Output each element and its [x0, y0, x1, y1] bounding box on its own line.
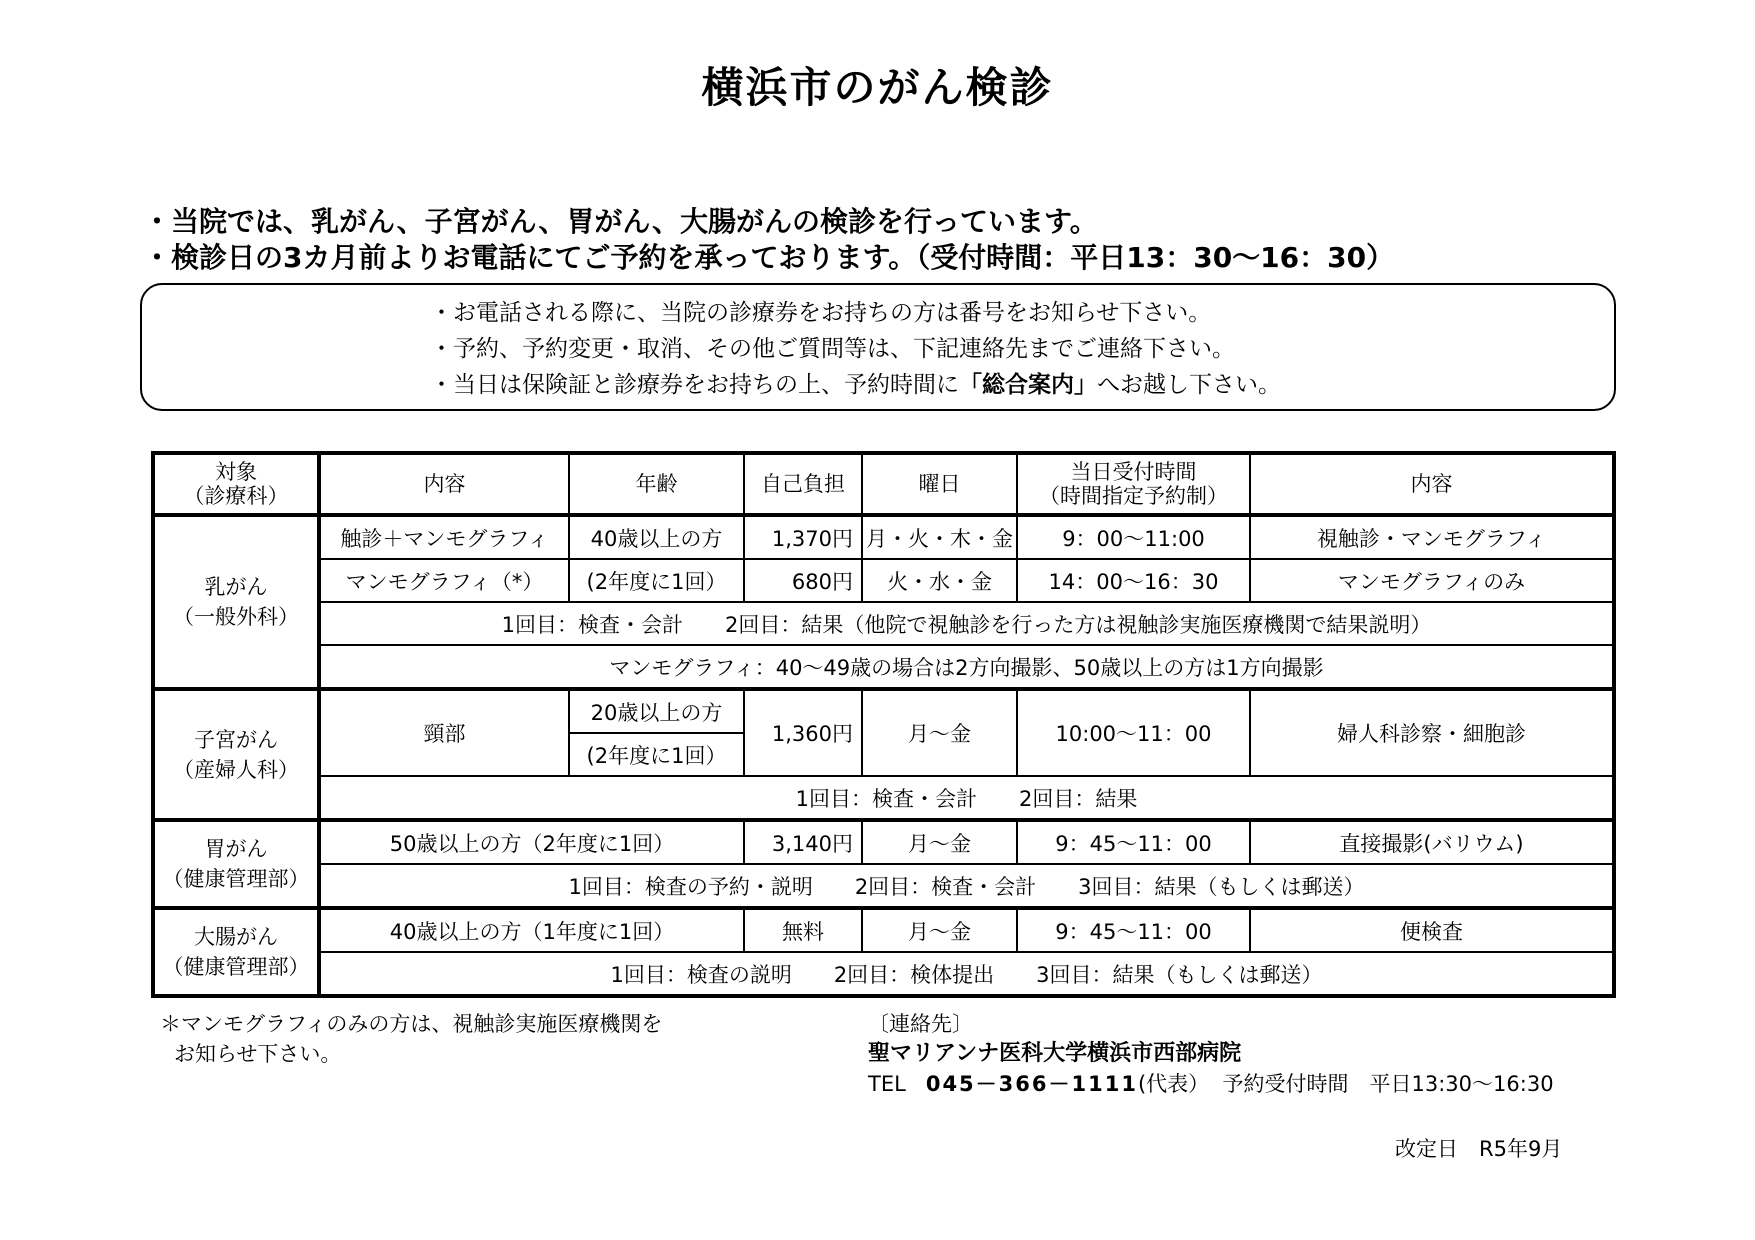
header-age: 年齢 [569, 453, 744, 515]
cell-detail: 便検査 [1250, 908, 1614, 952]
tel-number: 045－366－1111 [925, 1072, 1138, 1096]
header-time: 当日受付時間 （時間指定予約制） [1017, 453, 1250, 515]
footnote [160, 1009, 662, 1069]
cell-content: 頸部 [319, 689, 569, 776]
table-row [153, 689, 1614, 733]
table-header-row [153, 453, 1614, 515]
notice-line-3-bold: 「総合案内」 [959, 372, 1097, 398]
tel-suffix: (代表） [1137, 1072, 1210, 1096]
header-cost: 自己負担 [744, 453, 862, 515]
table-row [153, 820, 1614, 864]
contact-block [868, 1009, 1554, 1099]
cell-time: 9：45〜11：00 [1017, 908, 1250, 952]
notice-line-3 [430, 367, 1281, 403]
cell-time: 9：45〜11：00 [1017, 820, 1250, 864]
notice-line-2: ・予約、予約変更・取消、その他ご質問等は、下記連絡先までご連絡下さい。 [430, 336, 1235, 362]
colon-note: 1回目：検査の説明 2回目：検体提出 3回目：結果（もしくは郵送） [319, 952, 1614, 996]
cell-detail: 直接撮影(バリウム) [1250, 820, 1614, 864]
revised-date: 改定日 R5年9月 [1395, 1137, 1563, 1161]
notice-line-3-pre: ・当日は保険証と診療券をお持ちの上、予約時間に [430, 372, 959, 398]
table-row [153, 515, 1614, 559]
table-row [153, 559, 1614, 602]
cell-time: 14：00〜16：30 [1017, 559, 1250, 602]
table-row [153, 776, 1614, 820]
contact-label: 〔連絡先〕 [868, 1012, 973, 1036]
cell-cost: 680円 [744, 559, 862, 602]
table-row [153, 602, 1614, 645]
table-row [153, 908, 1614, 952]
header-target: 対象 （診療科） [153, 453, 319, 515]
screening-table [151, 451, 1616, 998]
cell-detail: 視触診・マンモグラフィ [1250, 515, 1614, 559]
cell-day: 火・水・金 [862, 559, 1017, 602]
intro-line-2: ・検診日の3カ月前よりお電話にてご予約を承っております。（受付時間：平日13：30〜16：30） [143, 241, 1395, 274]
contact-hours: 予約受付時間 平日13:30〜16:30 [1222, 1072, 1554, 1096]
target-stomach: 胃がん （健康管理部） [153, 820, 319, 908]
cell-time: 9：00〜11:00 [1017, 515, 1250, 559]
intro [143, 204, 1394, 276]
header-detail: 内容 [1250, 453, 1614, 515]
cell-day: 月〜金 [862, 908, 1017, 952]
stomach-note: 1回目：検査の予約・説明 2回目：検査・会計 3回目：結果（もしくは郵送） [319, 864, 1614, 908]
intro-line-1: ・当院では、乳がん、子宮がん、胃がん、大腸がんの検診を行っています。 [143, 205, 1098, 238]
notice-box [140, 283, 1616, 411]
cell-age: (2年度に1回） [569, 559, 744, 602]
cell-cost: 1,360円 [744, 689, 862, 776]
cell-detail: 婦人科診察・細胞診 [1250, 689, 1614, 776]
cell-day: 月〜金 [862, 689, 1017, 776]
cell-cost: 1,370円 [744, 515, 862, 559]
cell-time: 10:00〜11：00 [1017, 689, 1250, 776]
target-colon: 大腸がん （健康管理部） [153, 908, 319, 996]
tel-label: TEL [868, 1072, 906, 1096]
cell-content-age: 40歳以上の方（1年度に1回） [319, 908, 744, 952]
cell-cost: 無料 [744, 908, 862, 952]
cell-content: 触診＋マンモグラフィ [319, 515, 569, 559]
notice-line-1: ・お電話される際に、当院の診療券をお持ちの方は番号をお知らせ下さい。 [430, 300, 1212, 326]
breast-note-2: マンモグラフィ：40〜49歳の場合は2方向撮影、50歳以上の方は1方向撮影 [319, 645, 1614, 689]
cell-age: 40歳以上の方 [569, 515, 744, 559]
table-row [153, 645, 1614, 689]
notice-line-3-post: へお越し下さい。 [1097, 372, 1281, 398]
footnote-line-1: ＊マンモグラフィのみの方は、視触診実施医療機関を [160, 1012, 663, 1036]
cell-cost: 3,140円 [744, 820, 862, 864]
breast-note-1: 1回目：検査・会計 2回目：結果（他院で視触診を行った方は視触診実施医療機関で結果説明） [319, 602, 1614, 645]
cell-age: (2年度に1回） [569, 733, 744, 776]
cell-day: 月・火・木・金 [862, 515, 1017, 559]
target-breast: 乳がん （一般外科） [153, 515, 319, 689]
table-row [153, 864, 1614, 908]
cell-detail: マンモグラフィのみ [1250, 559, 1614, 602]
contact-tel-line [868, 1069, 1554, 1099]
cell-content-age: 50歳以上の方（2年度に1回） [319, 820, 744, 864]
cell-age: 20歳以上の方 [569, 689, 744, 733]
header-content: 内容 [319, 453, 569, 515]
cell-content: マンモグラフィ（*） [319, 559, 569, 602]
footnote-line-2: お知らせ下さい。 [174, 1042, 342, 1066]
target-uterine: 子宮がん （産婦人科） [153, 689, 319, 820]
table-row [153, 952, 1614, 996]
page-title: 横浜市のがん検診 [701, 63, 1054, 112]
cell-day: 月〜金 [862, 820, 1017, 864]
header-day: 曜日 [862, 453, 1017, 515]
contact-org: 聖マリアンナ医科大学横浜市西部病院 [868, 1041, 1242, 1066]
uterine-note: 1回目：検査・会計 2回目：結果 [319, 776, 1614, 820]
